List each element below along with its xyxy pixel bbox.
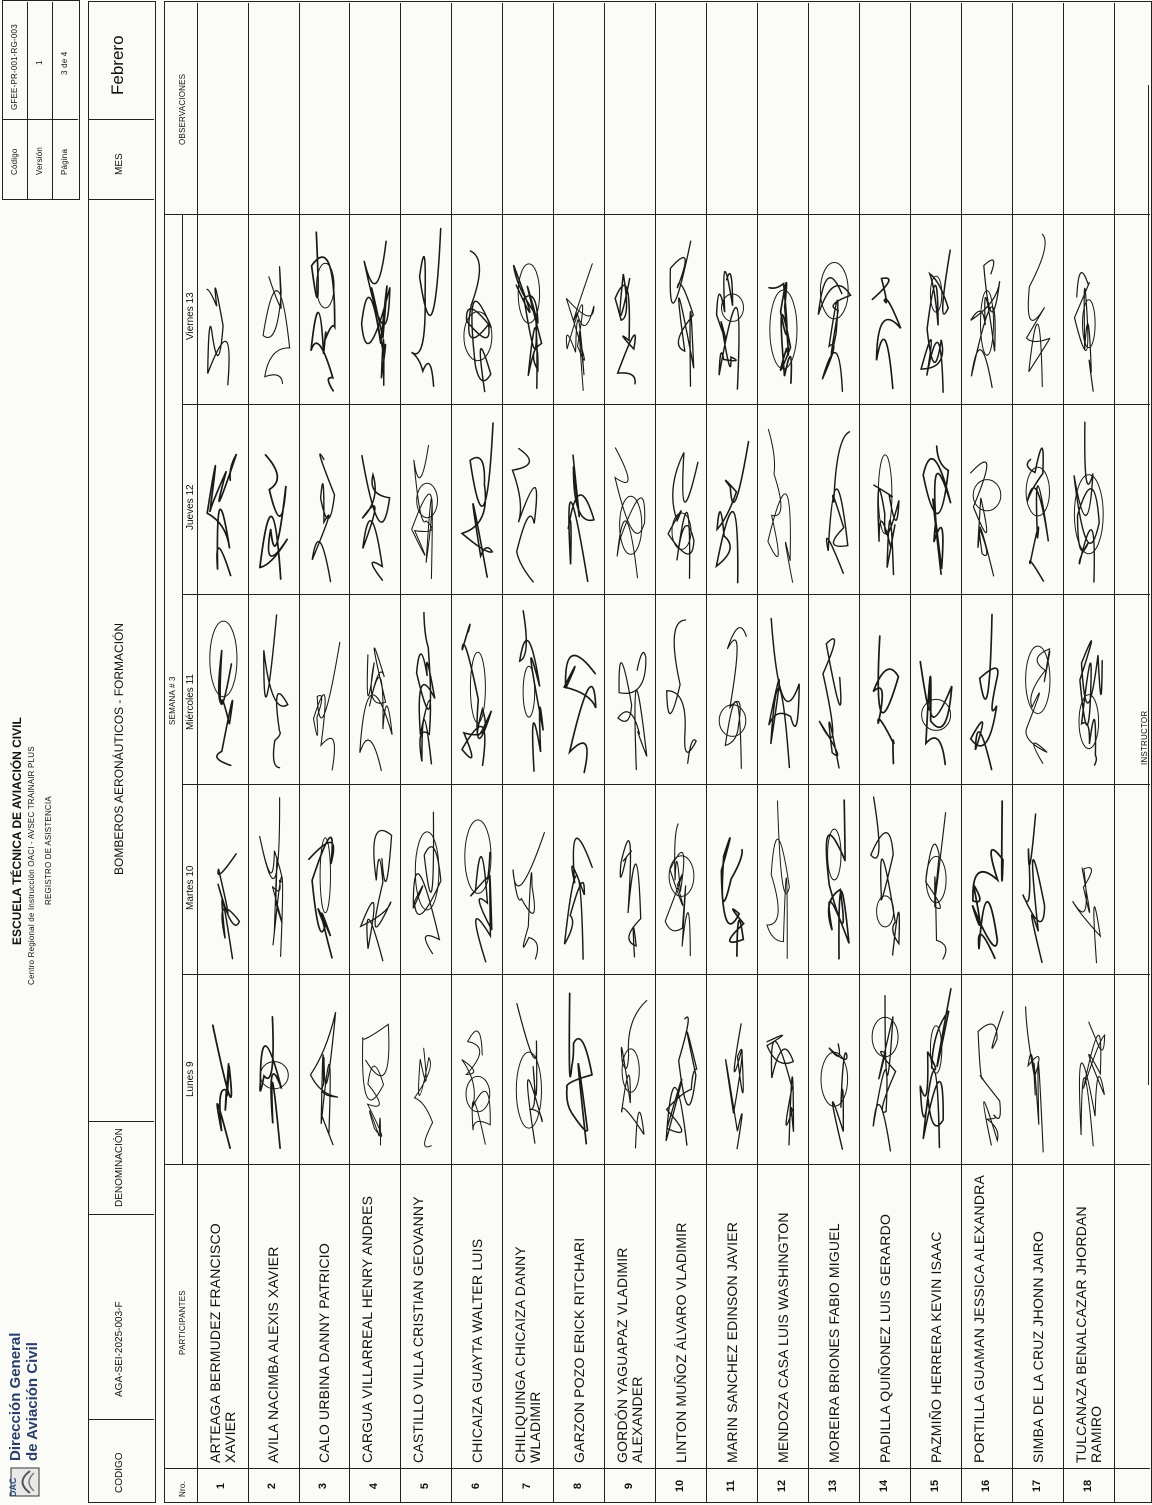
signature bbox=[826, 800, 849, 959]
signature bbox=[264, 615, 288, 768]
signature bbox=[311, 1012, 339, 1144]
codigo-label: Código bbox=[10, 148, 19, 175]
signature bbox=[360, 648, 392, 771]
participant-name: PAZMIÑO HERRERA KEVIN ISAAC bbox=[928, 1231, 944, 1463]
row-number: 17 bbox=[1031, 1479, 1043, 1493]
logo-lettering: DAC bbox=[8, 1477, 18, 1497]
participant-name: GORDÓN YAGUAPAZ VLADIMIR ALEXANDER bbox=[614, 1247, 645, 1463]
row-number: 10 bbox=[674, 1479, 686, 1493]
org-name-line1: Dirección General bbox=[7, 1332, 24, 1461]
signature bbox=[260, 1017, 281, 1148]
participant-name: SIMBA DE LA CRUZ JHONN JAIRO bbox=[1030, 1231, 1046, 1463]
signature bbox=[568, 455, 594, 581]
row-number: 2 bbox=[266, 1482, 278, 1490]
codigo-value: GFEE-PR-001-RG-003 bbox=[10, 24, 19, 110]
signature bbox=[923, 446, 951, 574]
course-codigo-label: CODIGO bbox=[114, 1452, 125, 1493]
signature bbox=[412, 229, 441, 387]
signature bbox=[972, 801, 1003, 958]
signature-flourish bbox=[516, 1052, 541, 1128]
signature bbox=[769, 619, 799, 768]
row-number: 3 bbox=[317, 1482, 329, 1490]
signature-flourish bbox=[417, 483, 438, 517]
participant-name: GARZON POZO ERICK RITCHARI bbox=[571, 1237, 587, 1463]
signature bbox=[462, 423, 493, 577]
signature bbox=[513, 449, 537, 582]
signature bbox=[1074, 422, 1099, 582]
signature bbox=[514, 265, 542, 388]
signature bbox=[873, 636, 898, 763]
row-number: 13 bbox=[827, 1479, 839, 1493]
signature bbox=[314, 642, 340, 770]
version-label: Versión bbox=[35, 146, 44, 175]
signature bbox=[620, 841, 640, 957]
participant-name: MOREIRA BRIONES FABIO MIGUEL bbox=[826, 1223, 842, 1463]
signature bbox=[218, 854, 240, 959]
org-name-line2: de Aviación Civil bbox=[24, 1342, 41, 1461]
row-number: 9 bbox=[623, 1482, 635, 1490]
record-title: REGISTRO DE ASISTENCIA bbox=[44, 796, 53, 905]
row-number: 16 bbox=[980, 1479, 992, 1493]
row-number: 12 bbox=[776, 1479, 788, 1493]
mes-label: MES bbox=[114, 153, 125, 175]
course-codigo-value: AGA-SEI-2025-003-F bbox=[114, 1301, 125, 1397]
row-number: 14 bbox=[878, 1479, 890, 1493]
signature bbox=[819, 639, 841, 768]
signature bbox=[725, 628, 746, 769]
signature bbox=[462, 1031, 490, 1144]
signature bbox=[1026, 649, 1050, 764]
signature bbox=[767, 801, 789, 959]
signature bbox=[872, 278, 900, 388]
signature bbox=[926, 813, 946, 959]
signature bbox=[260, 798, 283, 957]
header-nro: Nro. bbox=[178, 1481, 187, 1497]
signature bbox=[566, 264, 594, 391]
signature bbox=[467, 251, 492, 392]
signature bbox=[667, 620, 697, 763]
participant-name: MENDOZA CASA LUIS WASHINGTON bbox=[775, 1212, 791, 1463]
signature bbox=[1079, 1022, 1104, 1146]
signature bbox=[1026, 1007, 1044, 1152]
signature bbox=[413, 812, 441, 953]
row-number: 4 bbox=[368, 1482, 380, 1490]
signature bbox=[920, 989, 951, 1148]
signature-flourish bbox=[317, 263, 335, 308]
signature bbox=[670, 241, 693, 386]
day-miercoles: Miércoles 11 bbox=[185, 674, 196, 730]
signature bbox=[312, 454, 334, 581]
signature bbox=[513, 833, 544, 959]
signature bbox=[207, 454, 236, 576]
signature-flourish bbox=[523, 666, 535, 717]
signature bbox=[564, 656, 596, 773]
signature bbox=[363, 1024, 389, 1145]
signature bbox=[517, 1004, 542, 1144]
signature bbox=[621, 1001, 646, 1148]
signature bbox=[415, 1048, 433, 1147]
signature-flourish bbox=[415, 832, 439, 910]
signature bbox=[1023, 814, 1045, 962]
row-number: 15 bbox=[929, 1479, 941, 1493]
row-number: 7 bbox=[521, 1482, 533, 1490]
signature bbox=[618, 652, 647, 769]
signature-flourish bbox=[821, 1052, 848, 1106]
row-number: 6 bbox=[470, 1482, 482, 1490]
center-subtitle: Centro Regional de Instrucción OACI - AVSEC TRAINAIR PLUS bbox=[27, 746, 36, 985]
signature bbox=[871, 797, 900, 955]
signature bbox=[362, 456, 390, 581]
signature bbox=[827, 432, 850, 573]
signature bbox=[361, 830, 392, 960]
signature bbox=[1027, 234, 1050, 386]
signature-flourish bbox=[620, 496, 642, 554]
signature bbox=[818, 278, 850, 391]
course-denominacion-value: BOMBEROS AERONÁUTICOS - FORMACIÓN bbox=[112, 622, 126, 875]
signature bbox=[768, 429, 793, 582]
pagina-label: Página bbox=[60, 148, 69, 175]
day-jueves: Jueves 12 bbox=[185, 484, 196, 530]
signature bbox=[311, 232, 335, 391]
participant-name: CALO URBINA DANNY PATRICIO bbox=[316, 1243, 332, 1463]
signature bbox=[721, 838, 743, 956]
signature bbox=[207, 288, 229, 385]
version-value: 1 bbox=[35, 60, 44, 65]
course-denominacion-label: DENOMINACIÓN bbox=[114, 1128, 125, 1207]
participant-name: CHICAIZA GUAYTA WALTER LUIS bbox=[469, 1238, 485, 1463]
signature-flourish bbox=[828, 829, 841, 880]
participant-name: TULCANAZA BENALCAZAR JHORDAN RAMIRO bbox=[1073, 1206, 1104, 1463]
row-number: 18 bbox=[1082, 1479, 1094, 1493]
row-number: 11 bbox=[725, 1480, 737, 1492]
signature bbox=[567, 993, 592, 1143]
signature-flourish bbox=[465, 820, 491, 893]
header-participantes: PARTICIPANTES bbox=[178, 1290, 187, 1355]
signature bbox=[920, 662, 952, 765]
signature bbox=[615, 274, 635, 384]
signature bbox=[666, 1017, 697, 1145]
participant-name: CHILIQUINGA CHICAIZA DANNY WLADIMIR bbox=[512, 1246, 543, 1463]
signature bbox=[767, 1035, 793, 1145]
signature bbox=[971, 615, 998, 770]
header-week: SEMANA # 3 bbox=[168, 676, 177, 725]
header-observaciones: OBSERVACIONES bbox=[178, 73, 187, 145]
school-title: ESCUELA TÉCNICA DE AVIACIÓN CIVIL bbox=[10, 717, 24, 945]
signature bbox=[874, 485, 899, 574]
signature bbox=[668, 453, 698, 579]
signature bbox=[1027, 448, 1048, 581]
day-martes: Martes 10 bbox=[185, 865, 196, 910]
signature bbox=[417, 613, 435, 764]
signature bbox=[217, 650, 233, 766]
signature-flourish bbox=[719, 705, 746, 737]
signature bbox=[1073, 868, 1101, 963]
signature-flourish bbox=[973, 480, 1001, 511]
participant-name: MARIN SANCHEZ EDINSON JAVIER bbox=[724, 1221, 740, 1463]
row-number: 5 bbox=[419, 1482, 431, 1490]
day-lunes: Lunes 9 bbox=[185, 1061, 196, 1097]
signature bbox=[971, 260, 1000, 387]
signature bbox=[971, 462, 994, 576]
signature bbox=[978, 1011, 1003, 1145]
signature bbox=[921, 250, 950, 392]
mes-value: Febrero bbox=[108, 35, 127, 95]
participant-name: LINTON MUÑOZ ÁLVARO VLADIMIR bbox=[673, 1222, 689, 1463]
signature bbox=[462, 624, 491, 765]
signature bbox=[471, 852, 492, 962]
signature bbox=[213, 1025, 232, 1148]
signature bbox=[1080, 641, 1102, 765]
signature bbox=[260, 455, 288, 579]
row-number: 8 bbox=[572, 1482, 584, 1490]
signature bbox=[1075, 273, 1094, 392]
participant-name: CARGUA VILLARREAL HENRY ANDRES bbox=[359, 1195, 375, 1463]
signature-flourish bbox=[320, 838, 330, 913]
participant-name: PADILLA QUIÑONEZ LUIS GERARDO bbox=[877, 1213, 893, 1463]
day-viernes: Viernes 13 bbox=[185, 292, 196, 340]
participant-name: ARTEAGA BERMUDEZ FRANCISCO XAVIER bbox=[207, 1223, 238, 1463]
signature bbox=[362, 241, 390, 385]
participant-name: PORTILLA GUAMAN JESSICA ALEXANDRA bbox=[971, 1175, 987, 1463]
signature bbox=[716, 442, 748, 583]
signature bbox=[263, 267, 290, 384]
signature bbox=[726, 1024, 744, 1149]
signature bbox=[873, 996, 895, 1151]
signature bbox=[412, 445, 433, 578]
signature bbox=[665, 824, 690, 956]
pagina-value: 3 de 4 bbox=[60, 51, 69, 75]
signature-flourish bbox=[877, 896, 894, 927]
instructor-label: INSTRUCTOR bbox=[1140, 710, 1149, 765]
signature bbox=[717, 272, 739, 390]
signature-flourish bbox=[466, 1076, 490, 1111]
participant-name: AVILA NACIMBA ALEXIS XAVIER bbox=[265, 1246, 281, 1463]
row-number: 1 bbox=[215, 1482, 227, 1490]
signature bbox=[565, 838, 593, 959]
participant-name: CASTILLO VILLA CRISTIAN GEOVANNY bbox=[410, 1196, 426, 1463]
signature-flourish bbox=[210, 621, 237, 697]
